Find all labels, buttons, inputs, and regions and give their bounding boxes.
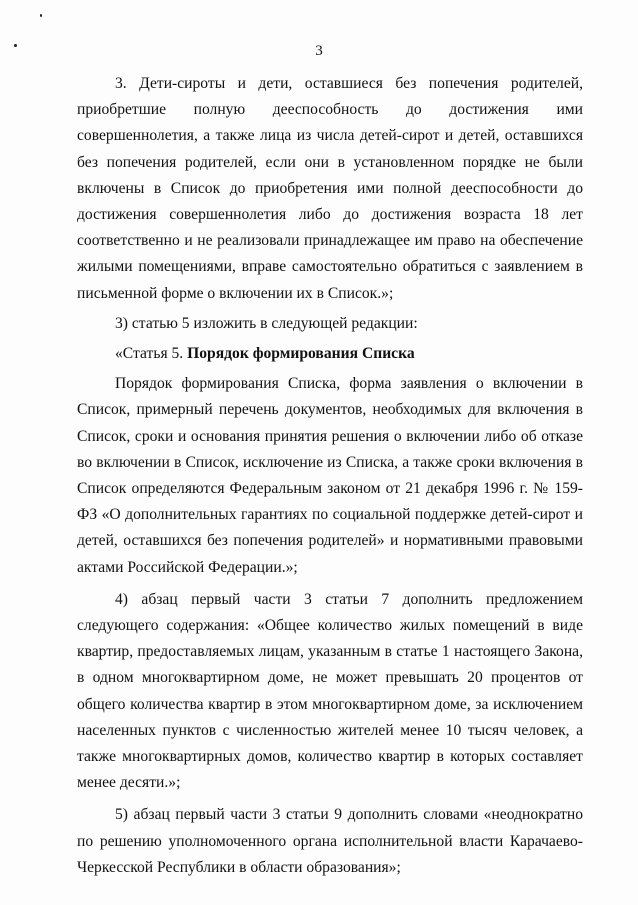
document-body	[77, 71, 583, 881]
paragraph-list-procedure: Порядок формирования Списка, форма заявления о включении в Список, примерный перечень документов, необходимых для включения в Список, сроки и основания принятия решения о включении либо об отказе во включении в Список, исключение из Списка, а также сроки включения в Список определяются Федеральным законом от 21 декабря 1996 г. № 159-ФЗ «О дополнительных гарантиях по социальной поддержке детей-сирот и детей, оставшихся без попечения родителей» и нормативными правовыми актами Российской Федерации.»;	[77, 375, 583, 576]
article-5-title: Порядок формирования Списка	[187, 345, 415, 363]
article-5-label: «Статья 5.	[115, 345, 188, 363]
paragraph-amendment-article-7: 4) абзац первый части 3 статьи 7 дополнить предложением следующего содержания: «Общее количество жилых помещений в виде квартир, предоставляемых лицам, указанным в статье 1 настоящего Закона, в одном многоквартирном доме, не может превышать 20 процентов от общего количества квартир в этом многоквартирном доме, за исключением населенных пунктов с численностью жителей менее 10 тысяч человек, а также многоквартирных домов, количество квартир в которых составляет менее десяти.»;	[77, 590, 583, 792]
paragraph-item-3: 3. Дети-сироты и дети, оставшиеся без попечения родителей, приобретшие полную дееспособность до достижения ими совершеннолетия, а также лица из числа детей-сирот и детей, оставшихся без попечения родителей, если они в установленном порядке не были включены в Список до приобретения ими полной дееспособности до достижения совершеннолетия либо до достижения возраста 18 лет соответственно и не реализовали принадлежащее им право на обеспечение жилыми помещениями, вправе самостоятельно обратиться с заявлением в письменной форме о включении их в Список.»;	[77, 75, 583, 302]
page-number: 3	[315, 43, 323, 59]
scan-speck	[40, 14, 42, 17]
article-5-heading	[77, 341, 583, 367]
paragraph-amendment-article-5: 3) статью 5 изложить в следующей редакции:	[115, 314, 418, 332]
paragraph-amendment-article-9: 5) абзац первый части 3 статьи 9 дополнить словами «неоднократно по решению уполномоченного органа исполнительной власти Карачаево-Черкесской Республики в области образования»;	[77, 806, 583, 876]
